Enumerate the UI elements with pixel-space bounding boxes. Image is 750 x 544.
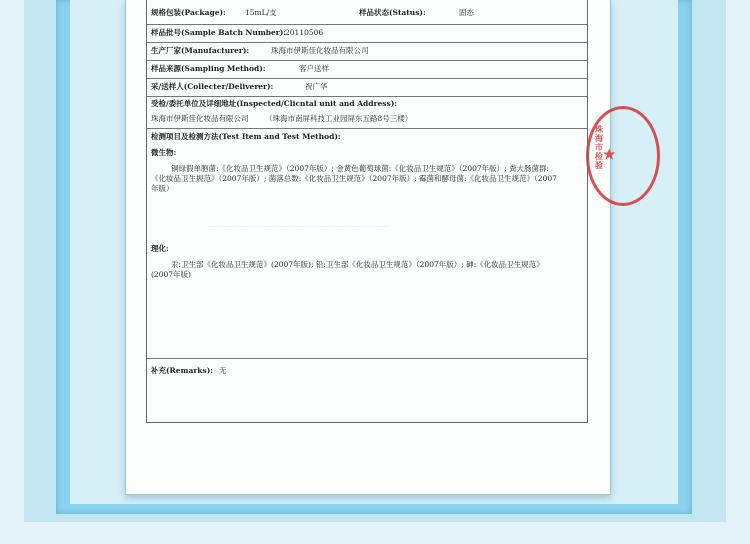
batch-value: 20110506 — [285, 28, 324, 37]
remarks-label: 补充(Remarks): — [151, 366, 214, 375]
faded-text: …………………………………………………………………… — [207, 221, 389, 229]
package-label: 规格包装(Package): — [151, 8, 226, 17]
status-value: 固态 — [459, 8, 474, 17]
collector-label: 采/送样人(Collecter/Deliverer): — [151, 82, 274, 91]
document-paper — [125, 0, 616, 495]
remarks-value: 无 — [219, 366, 227, 375]
client-address: （珠海市南屏科技工业园屏东五路8号三楼） — [265, 114, 413, 123]
client-name: 珠海市伊斯佳化妆品有限公司 — [151, 114, 249, 123]
row-batch — [147, 24, 587, 43]
stamp-text: 珠海市检验 — [595, 124, 603, 170]
official-stamp — [586, 106, 660, 206]
report-table — [146, 0, 588, 423]
manufacturer-value: 珠海市伊斯佳化妆品有限公司 — [271, 46, 369, 55]
row-remarks — [147, 358, 587, 422]
phys-heading: 理化: — [151, 244, 169, 253]
batch-label: 样品批号(Sample Batch Number): — [151, 28, 287, 37]
row-package — [147, 0, 587, 25]
row-manufacturer — [147, 42, 587, 61]
sampling-value: 客户送样 — [299, 64, 329, 73]
stamp-star-icon: ★ — [603, 147, 616, 163]
micro-methods: 铜绿假单胞菌:《化妆品卫生规范》（2007年版）; 金黄色葡萄球菌:《化妆品卫生规范》（2007年版）; 粪大肠菌群:《化妆品卫生规范》（2007年版）; 菌落总数:《化妆品卫生规范》（2007年版）; 霉菌和酵母菌:《化妆品卫生规范》（2007年版） — [151, 164, 557, 193]
client-label: 受检/委托单位及详细地址(Inspected/Clicntal unit and Address): — [151, 99, 398, 108]
row-sampling — [147, 60, 587, 79]
sampling-label: 样品来源(Sampling Method): — [151, 64, 266, 73]
collector-value: 祝广华 — [305, 82, 328, 91]
row-collector — [147, 78, 587, 97]
row-client — [147, 96, 587, 129]
manufacturer-label: 生产厂家(Manufacturer): — [151, 46, 250, 55]
package-value: 15mL/支 — [245, 8, 277, 17]
tests-heading: 检测项目及检测方法(Test Item and Test Method): — [151, 132, 341, 141]
phys-methods: 汞:卫生部《化妆品卫生规范》(2007年版); 铅:卫生部《化妆品卫生规范》（2007年版）; 砷:《化妆品卫生规范》(2007年版) — [151, 260, 544, 279]
row-tests — [147, 128, 587, 359]
status-label: 样品状态(Status): — [359, 8, 426, 17]
micro-heading: 微生物: — [151, 148, 177, 157]
